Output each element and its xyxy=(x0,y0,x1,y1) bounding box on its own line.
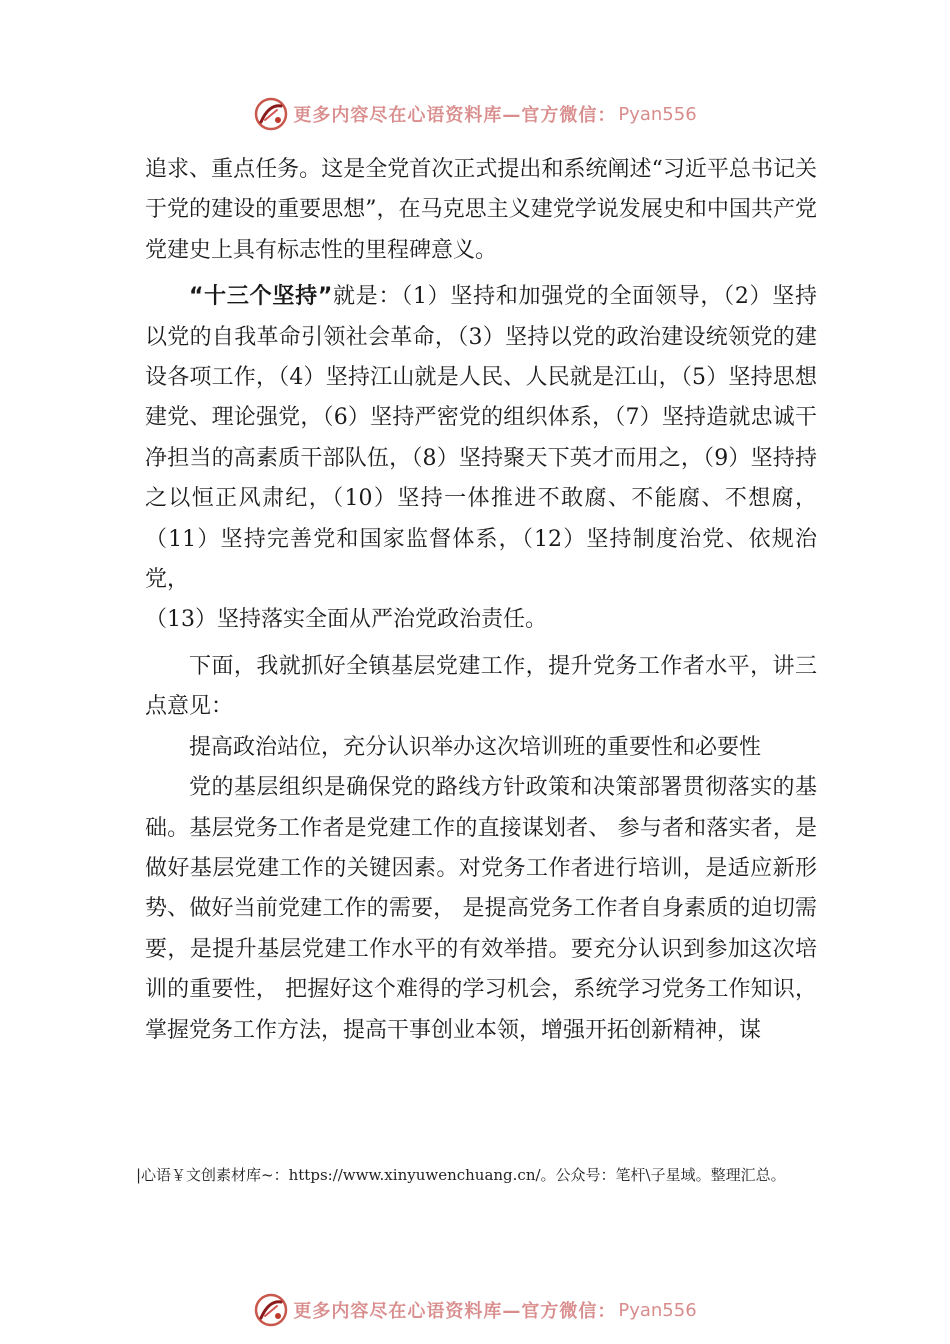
brush-seal-logo-icon xyxy=(253,1292,289,1328)
source-footnote: |心语￥文创素材库~：https://www.xinyuwenchuang.cn/。公众号：笔杆\子星域。整理汇总。 xyxy=(136,1166,786,1184)
section-heading: 提高政治站位，充分认识举办这次培训班的重要性和必要性 xyxy=(189,734,762,760)
paragraph-2-text: 就是：（1）坚持和加强党的全面领导，（2）坚持以党的自我革命引领社会革命，（3）坚持以党的政治建设统领党的建设各项工作，（4）坚持江山就是人民、人民就是江山，（5）坚持思想建党、理论强党，（6）坚持严密党的组织体系，（7）坚持造就忠诚干净担当的高素质干部队伍，（8）坚持聚天下英才而用之，（9）坚持持之以恒正风肃纪，（10）坚持一体推进不敢腐、不能腐、不想腐，（11）坚持完善党和国家监督体系，（12）坚持制度治党、依规治党， xyxy=(145,284,817,593)
document-body xyxy=(145,150,817,1051)
footer-banner xyxy=(0,1290,950,1330)
paragraph-1: 追求、重点任务。这是全党首次正式提出和系统阐述“习近平总书记关于党的建设的重要思想”，在马克思主义建党学说发展史和中国共产党党建史上具有标志性的里程碑意义。 xyxy=(145,157,817,263)
paragraph-6: 党的基层组织是确保党的路线方针政策和决策部署贯彻落实的基础。基层党务工作者是党建工作的直接谋划者、 参与者和落实者，是做好基层党建工作的关键因素。对党务工作者进行培训，是适应新形势、做好当前党建工作的需要， 是提高党务工作者自身素质的迫切需要，是提升基层党建工作水平的有效举措。要充分认识到参加这次培训的重要性， 把握好这个难得的学习机会，系统学习党务工作知识，掌握党务工作方法，提高干事创业本领，增强开拓创新精神，谋 xyxy=(145,775,817,1043)
banner-text: 更多内容尽在心语资料库—官方微信： xyxy=(293,1301,617,1322)
wechat-id: Pyan556 xyxy=(618,103,697,125)
header-banner xyxy=(0,94,950,134)
thirteen-persist-term: “十三个坚持” xyxy=(189,284,333,310)
brush-seal-logo-icon xyxy=(253,96,289,132)
paragraph-4: 下面，我就抓好全镇基层党建工作，提升党务工作者水平，讲三点意见： xyxy=(145,653,817,720)
banner-text: 更多内容尽在心语资料库—官方微信： xyxy=(293,105,617,126)
paragraph-2 xyxy=(145,277,817,600)
wechat-id: Pyan556 xyxy=(618,1299,697,1321)
paragraph-3: （13）坚持落实全面从严治党政治责任。 xyxy=(145,607,547,633)
